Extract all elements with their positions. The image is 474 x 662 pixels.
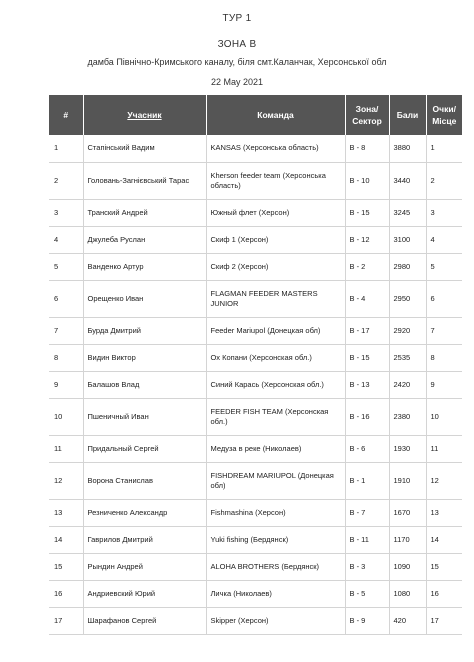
table-row: [49, 499, 462, 526]
cell-participant: Пшеничный Иван: [83, 398, 206, 435]
table-row: [49, 344, 462, 371]
cell-sector: B - 11: [345, 526, 389, 553]
cell-place: 17: [426, 607, 462, 634]
cell-sector: B - 2: [345, 253, 389, 280]
cell-team: Скиф 1 (Херсон): [206, 226, 345, 253]
table-row: [49, 580, 462, 607]
cell-team: Yuki fishing (Бердянск): [206, 526, 345, 553]
cell-team: ALOHA BROTHERS (Бердянск): [206, 553, 345, 580]
table-header-row: [49, 95, 462, 135]
cell-points: 420: [389, 607, 426, 634]
cell-participant: Придальный Сергей: [83, 435, 206, 462]
cell-points: 2420: [389, 371, 426, 398]
cell-participant: Ванденко Артур: [83, 253, 206, 280]
cell-num: 10: [49, 398, 83, 435]
cell-num: 3: [49, 199, 83, 226]
cell-team: FLAGMAN FEEDER MASTERS JUNIOR: [206, 280, 345, 317]
cell-sector: B - 16: [345, 398, 389, 435]
cell-place: 10: [426, 398, 462, 435]
cell-points: 3880: [389, 135, 426, 162]
cell-team: Kherson feeder team (Херсонська область): [206, 162, 345, 199]
cell-points: 2920: [389, 317, 426, 344]
table-row: [49, 135, 462, 162]
cell-place: 12: [426, 462, 462, 499]
cell-place: 4: [426, 226, 462, 253]
cell-points: 1080: [389, 580, 426, 607]
table-row: [49, 607, 462, 634]
tour-title: ТУР 1: [222, 13, 252, 24]
cell-num: 7: [49, 317, 83, 344]
cell-place: 1: [426, 135, 462, 162]
cell-sector: B - 17: [345, 317, 389, 344]
col-header-place: Очки/Місце: [426, 95, 462, 135]
cell-team: Медуза в реке (Николаев): [206, 435, 345, 462]
cell-place: 7: [426, 317, 462, 344]
cell-num: 13: [49, 499, 83, 526]
cell-participant: Шарафанов Сергей: [83, 607, 206, 634]
table-row: [49, 280, 462, 317]
col-header-participant[interactable]: Учасник: [83, 95, 206, 135]
cell-points: 3440: [389, 162, 426, 199]
cell-place: 6: [426, 280, 462, 317]
cell-team: FEEDER FISH TEAM (Херсонская обл.): [206, 398, 345, 435]
col-header-team: Команда: [206, 95, 345, 135]
cell-sector: B - 15: [345, 199, 389, 226]
cell-points: 1670: [389, 499, 426, 526]
cell-points: 3245: [389, 199, 426, 226]
cell-team: Южный флет (Херсон): [206, 199, 345, 226]
cell-points: 3100: [389, 226, 426, 253]
cell-team: FISHDREAM MARIUPOL (Донецкая обл): [206, 462, 345, 499]
cell-points: 2535: [389, 344, 426, 371]
col-header-num: #: [49, 95, 83, 135]
cell-place: 15: [426, 553, 462, 580]
cell-place: 8: [426, 344, 462, 371]
cell-team: Ох Копани (Херсонская обл.): [206, 344, 345, 371]
table-row: [49, 371, 462, 398]
cell-sector: B - 9: [345, 607, 389, 634]
cell-team: Skipper (Херсон): [206, 607, 345, 634]
cell-sector: B - 1: [345, 462, 389, 499]
cell-team: Синий Карась (Херсонская обл.): [206, 371, 345, 398]
cell-num: 17: [49, 607, 83, 634]
col-header-sector: Зона/Сектор: [345, 95, 389, 135]
cell-num: 14: [49, 526, 83, 553]
cell-sector: B - 4: [345, 280, 389, 317]
results-table: [49, 95, 462, 635]
cell-participant: Видин Виктор: [83, 344, 206, 371]
cell-sector: B - 8: [345, 135, 389, 162]
cell-num: 9: [49, 371, 83, 398]
cell-num: 15: [49, 553, 83, 580]
table-row: [49, 317, 462, 344]
cell-participant: Головань-Загнієвський Тарас: [83, 162, 206, 199]
cell-participant: Джулеба Руслан: [83, 226, 206, 253]
cell-points: 1090: [389, 553, 426, 580]
results-table-body: [49, 135, 462, 634]
location-text: дамба Північно-Кримського каналу, біля смт.Каланчак, Херсонської обл: [87, 57, 387, 67]
cell-points: 2380: [389, 398, 426, 435]
col-header-points: Бали: [389, 95, 426, 135]
cell-num: 4: [49, 226, 83, 253]
zone-title: ЗОНА В: [217, 39, 257, 50]
cell-participant: Гаврилов Дмитрий: [83, 526, 206, 553]
table-row: [49, 253, 462, 280]
cell-team: KANSAS (Херсонська область): [206, 135, 345, 162]
cell-participant: Рындин Андрей: [83, 553, 206, 580]
cell-place: 11: [426, 435, 462, 462]
cell-points: 1170: [389, 526, 426, 553]
table-row: [49, 226, 462, 253]
cell-num: 2: [49, 162, 83, 199]
table-row: [49, 462, 462, 499]
cell-sector: B - 10: [345, 162, 389, 199]
cell-points: 1930: [389, 435, 426, 462]
cell-sector: B - 5: [345, 580, 389, 607]
cell-place: 13: [426, 499, 462, 526]
cell-team: Скиф 2 (Херсон): [206, 253, 345, 280]
cell-sector: B - 7: [345, 499, 389, 526]
cell-participant: Резниченко Александр: [83, 499, 206, 526]
cell-points: 2980: [389, 253, 426, 280]
cell-team: Личка (Николаев): [206, 580, 345, 607]
cell-sector: B - 13: [345, 371, 389, 398]
cell-sector: B - 15: [345, 344, 389, 371]
cell-num: 12: [49, 462, 83, 499]
cell-sector: B - 6: [345, 435, 389, 462]
cell-team: Fishmashina (Херсон): [206, 499, 345, 526]
cell-team: Feeder Mariupol (Донецкая обл): [206, 317, 345, 344]
table-row: [49, 435, 462, 462]
cell-place: 2: [426, 162, 462, 199]
cell-participant: Стапінський Вадим: [83, 135, 206, 162]
cell-participant: Андриевский Юрий: [83, 580, 206, 607]
cell-participant: Балашов Влад: [83, 371, 206, 398]
cell-place: 16: [426, 580, 462, 607]
cell-sector: B - 12: [345, 226, 389, 253]
cell-sector: B - 3: [345, 553, 389, 580]
cell-num: 1: [49, 135, 83, 162]
cell-place: 14: [426, 526, 462, 553]
cell-points: 1910: [389, 462, 426, 499]
cell-participant: Ворона Станислав: [83, 462, 206, 499]
cell-points: 2950: [389, 280, 426, 317]
cell-num: 6: [49, 280, 83, 317]
cell-num: 11: [49, 435, 83, 462]
cell-num: 5: [49, 253, 83, 280]
table-row: [49, 162, 462, 199]
table-row: [49, 398, 462, 435]
cell-num: 8: [49, 344, 83, 371]
cell-place: 5: [426, 253, 462, 280]
cell-participant: Орещенко Иван: [83, 280, 206, 317]
cell-place: 3: [426, 199, 462, 226]
cell-place: 9: [426, 371, 462, 398]
table-row: [49, 553, 462, 580]
cell-num: 16: [49, 580, 83, 607]
cell-participant: Транский Андрей: [83, 199, 206, 226]
cell-participant: Бурда Дмитрий: [83, 317, 206, 344]
table-row: [49, 199, 462, 226]
event-date: 22 May 2021: [210, 77, 264, 87]
table-row: [49, 526, 462, 553]
